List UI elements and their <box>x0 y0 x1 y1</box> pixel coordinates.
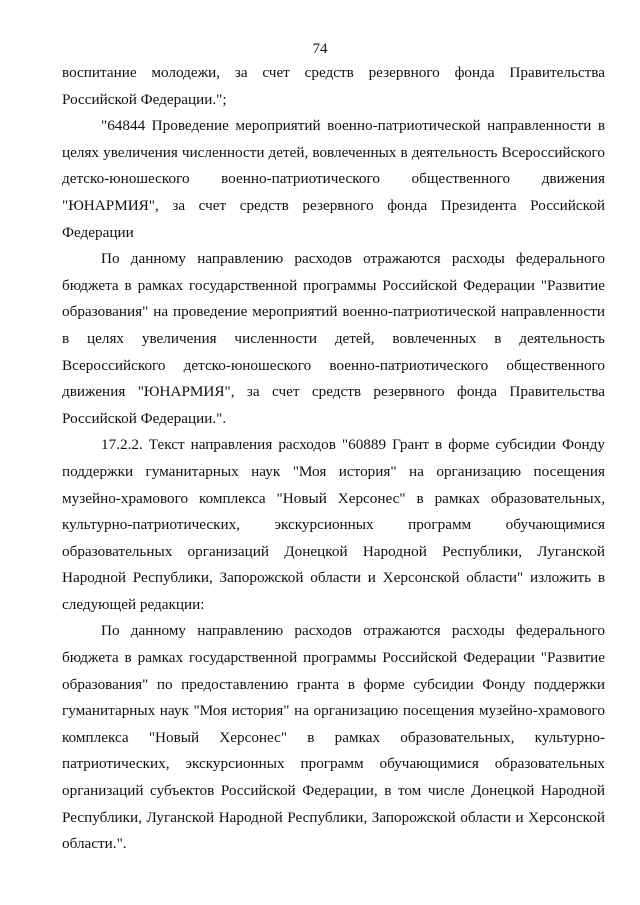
paragraph-clause-17-2-2: 17.2.2. Текст направления расходов "60889 Грант в форме субсидии Фонду поддержки гуманитарных наук "Моя история" на организацию посещения музейно-храмового комплекса "Новый Херсонес" в рамках образовательных, культурно-патриотических, экскурсионных программ обучающимися образовательных организаций Донецкой Народной Республики, Луганской Народной Республики, Запорожской области и Херсонской области" изложить в следующей редакции: <box>62 436 605 613</box>
page-number: 74 <box>312 41 328 57</box>
paragraph-continuation: воспитание молодежи, за счет средств резервного фонда Правительства Российской Федерации."; <box>62 64 605 108</box>
paragraph-expense-64844-title: "64844 Проведение мероприятий военно-патриотической направленности в целях увеличения численности детей, вовлеченных в деятельность Всероссийского детско-юношеского военно-патриотического общественного движения "ЮНАРМИЯ", за счет средств резервного фонда Президента Российской Федерации <box>62 117 605 241</box>
paragraph-expense-64844-description: По данному направлению расходов отражаются расходы федерального бюджета в рамках государственной программы Российской Федерации "Развитие образования" на проведение мероприятий военно-патриотической направленности в целях увеличения численности детей, вовлеченных в деятельность Всероссийского детско-юношеского военно-патриотического общественного движения "ЮНАРМИЯ", за счет средств резервного фонда Правительства Российской Федерации.". <box>62 250 605 427</box>
document-body <box>62 60 605 858</box>
paragraph-expense-60889-description: По данному направлению расходов отражаются расходы федерального бюджета в рамках государственной программы Российской Федерации "Развитие образования" по предоставлению гранта в форме субсидии Фонду поддержки гуманитарных наук "Моя история" на организацию посещения музейно-храмового комплекса "Новый Херсонес" в рамках образовательных, культурно-патриотических, экскурсионных программ обучающимися образовательных организаций субъектов Российской Федерации, в том числе Донецкой Народной Республики, Луганской Народной Республики, Запорожской области и Херсонской области.". <box>62 622 605 853</box>
